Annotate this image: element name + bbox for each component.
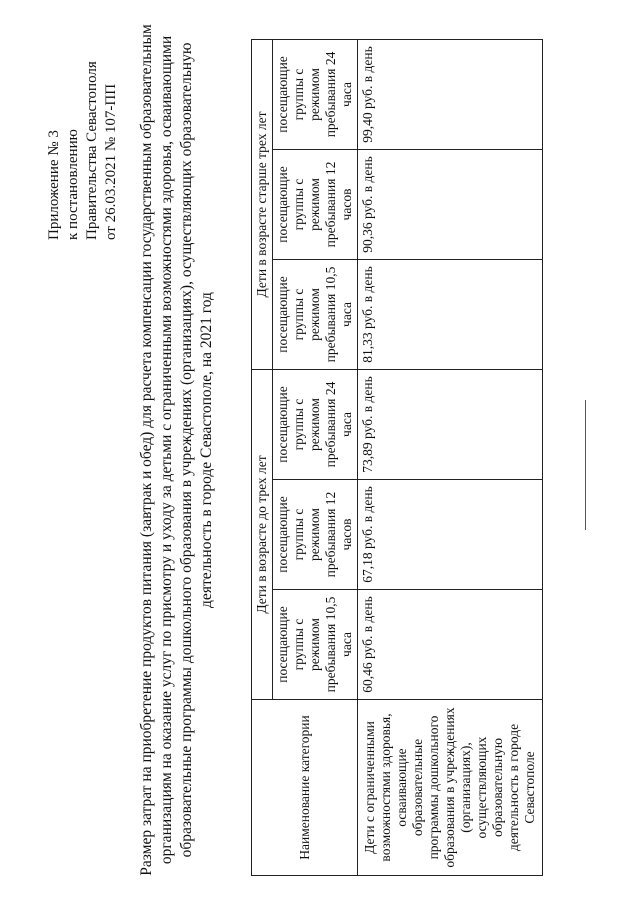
appendix-line: к постановлению — [65, 129, 81, 240]
group-header-over-3: Дети в возрасте старше трех лет — [252, 39, 273, 369]
mode-header: посещающие группы с режимом пребывания 12 часов — [273, 149, 358, 259]
document-title: Размер затрат на приобретение продуктов питания (завтрак и обед) для расчета компенсации государственным образовательным организациям на оказание услуг по присмотру и уходу за детьми с ограниченными возможностями здоровья, осваивающими образовательные программы дошкольного образования в учреждениях (организациях), осуществляющих образовательную деятельность в городе Севастополе, на 2021 год — [138, 24, 215, 876]
end-divider-line — [585, 400, 586, 530]
category-cell: Дети с ограниченными возможностями здоровья, осваивающие образовательные программы дошкольного образования в учреждениях (организациях), осуществляющих образовательную деятельность в городе Севастополе — [358, 700, 543, 876]
rate-cell: 99,40 руб. в день — [358, 39, 543, 149]
table-row — [358, 39, 543, 875]
rate-cell: 60,46 руб. в день — [358, 590, 543, 700]
rate-cell: 81,33 руб. в день — [358, 259, 543, 369]
rate-cell: 90,36 руб. в день — [358, 149, 543, 259]
appendix-line: Приложение № 3 — [46, 130, 62, 240]
category-column-header: Наименование категории — [252, 700, 358, 876]
mode-header: посещающие группы с режимом пребывания 10,5 часа — [273, 259, 358, 369]
appendix-line: Правительства Севастополя — [84, 61, 100, 240]
rate-cell: 67,18 руб. в день — [358, 480, 543, 590]
appendix-header — [45, 10, 121, 240]
rates-table — [251, 39, 543, 876]
appendix-line: от 26.03.2021 № 107-ПП — [103, 83, 119, 240]
mode-header: посещающие группы с режимом пребывания 24 часа — [273, 39, 358, 149]
document-page — [37, 10, 627, 890]
rate-cell: 73,89 руб. в день — [358, 369, 543, 479]
mode-header: посещающие группы с режимом пребывания 24 часа — [273, 369, 358, 479]
table-header-row — [252, 39, 273, 875]
group-header-under-3: Дети в возрасте до трех лет — [252, 369, 273, 699]
mode-header: посещающие группы с режимом пребывания 10,5 часа — [273, 590, 358, 700]
mode-header: посещающие группы с режимом пребывания 12 часов — [273, 480, 358, 590]
